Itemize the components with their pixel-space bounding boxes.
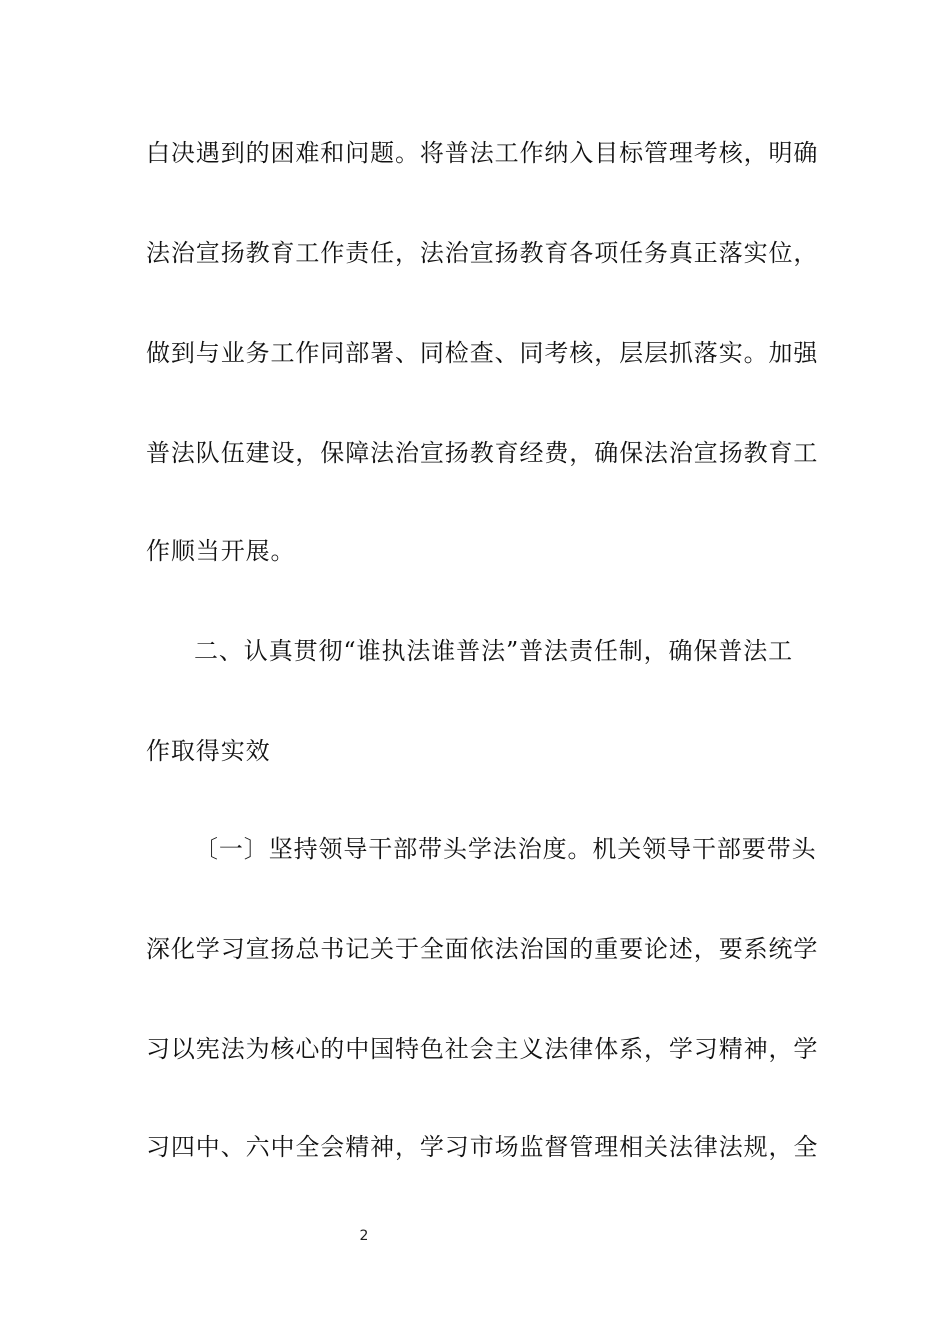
subsection-line-3: 习以宪法为核心的中国特色社会主义法律体系，学习精神，学 (146, 1035, 819, 1063)
paragraph-line-1: 白决遇到的困难和问题。将普法工作纳入目标管理考核，明确 (146, 139, 819, 167)
paragraph-line-4: 普法队伍建设，保障法治宣扬教育经费，确保法治宣扬教育工 (146, 439, 819, 467)
paragraph-line-5: 作顺当开展。 (146, 537, 296, 565)
subsection-line-1: 〔一〕坚持领导干部带头学法治度。机关领导干部要带头 (194, 835, 817, 863)
subsection-line-4: 习四中、六中全会精神，学习市场监督管理相关法律法规，全 (146, 1133, 819, 1161)
section-heading-line-2: 作取得实效 (146, 737, 271, 765)
section-heading-line-1: 二、认真贯彻“谁执法谁普法”普法责任制，确保普法工 (194, 637, 794, 665)
paragraph-line-2: 法治宣扬教育工作责任，法治宣扬教育各项任务真正落实位， (146, 239, 819, 267)
paragraph-line-3: 做到与业务工作同部署、同检查、同考核，层层抓落实。加强 (146, 339, 819, 367)
page-number: 2 (359, 1228, 369, 1244)
subsection-line-2: 深化学习宣扬总书记关于全面依法治国的重要论述，要系统学 (146, 935, 819, 963)
